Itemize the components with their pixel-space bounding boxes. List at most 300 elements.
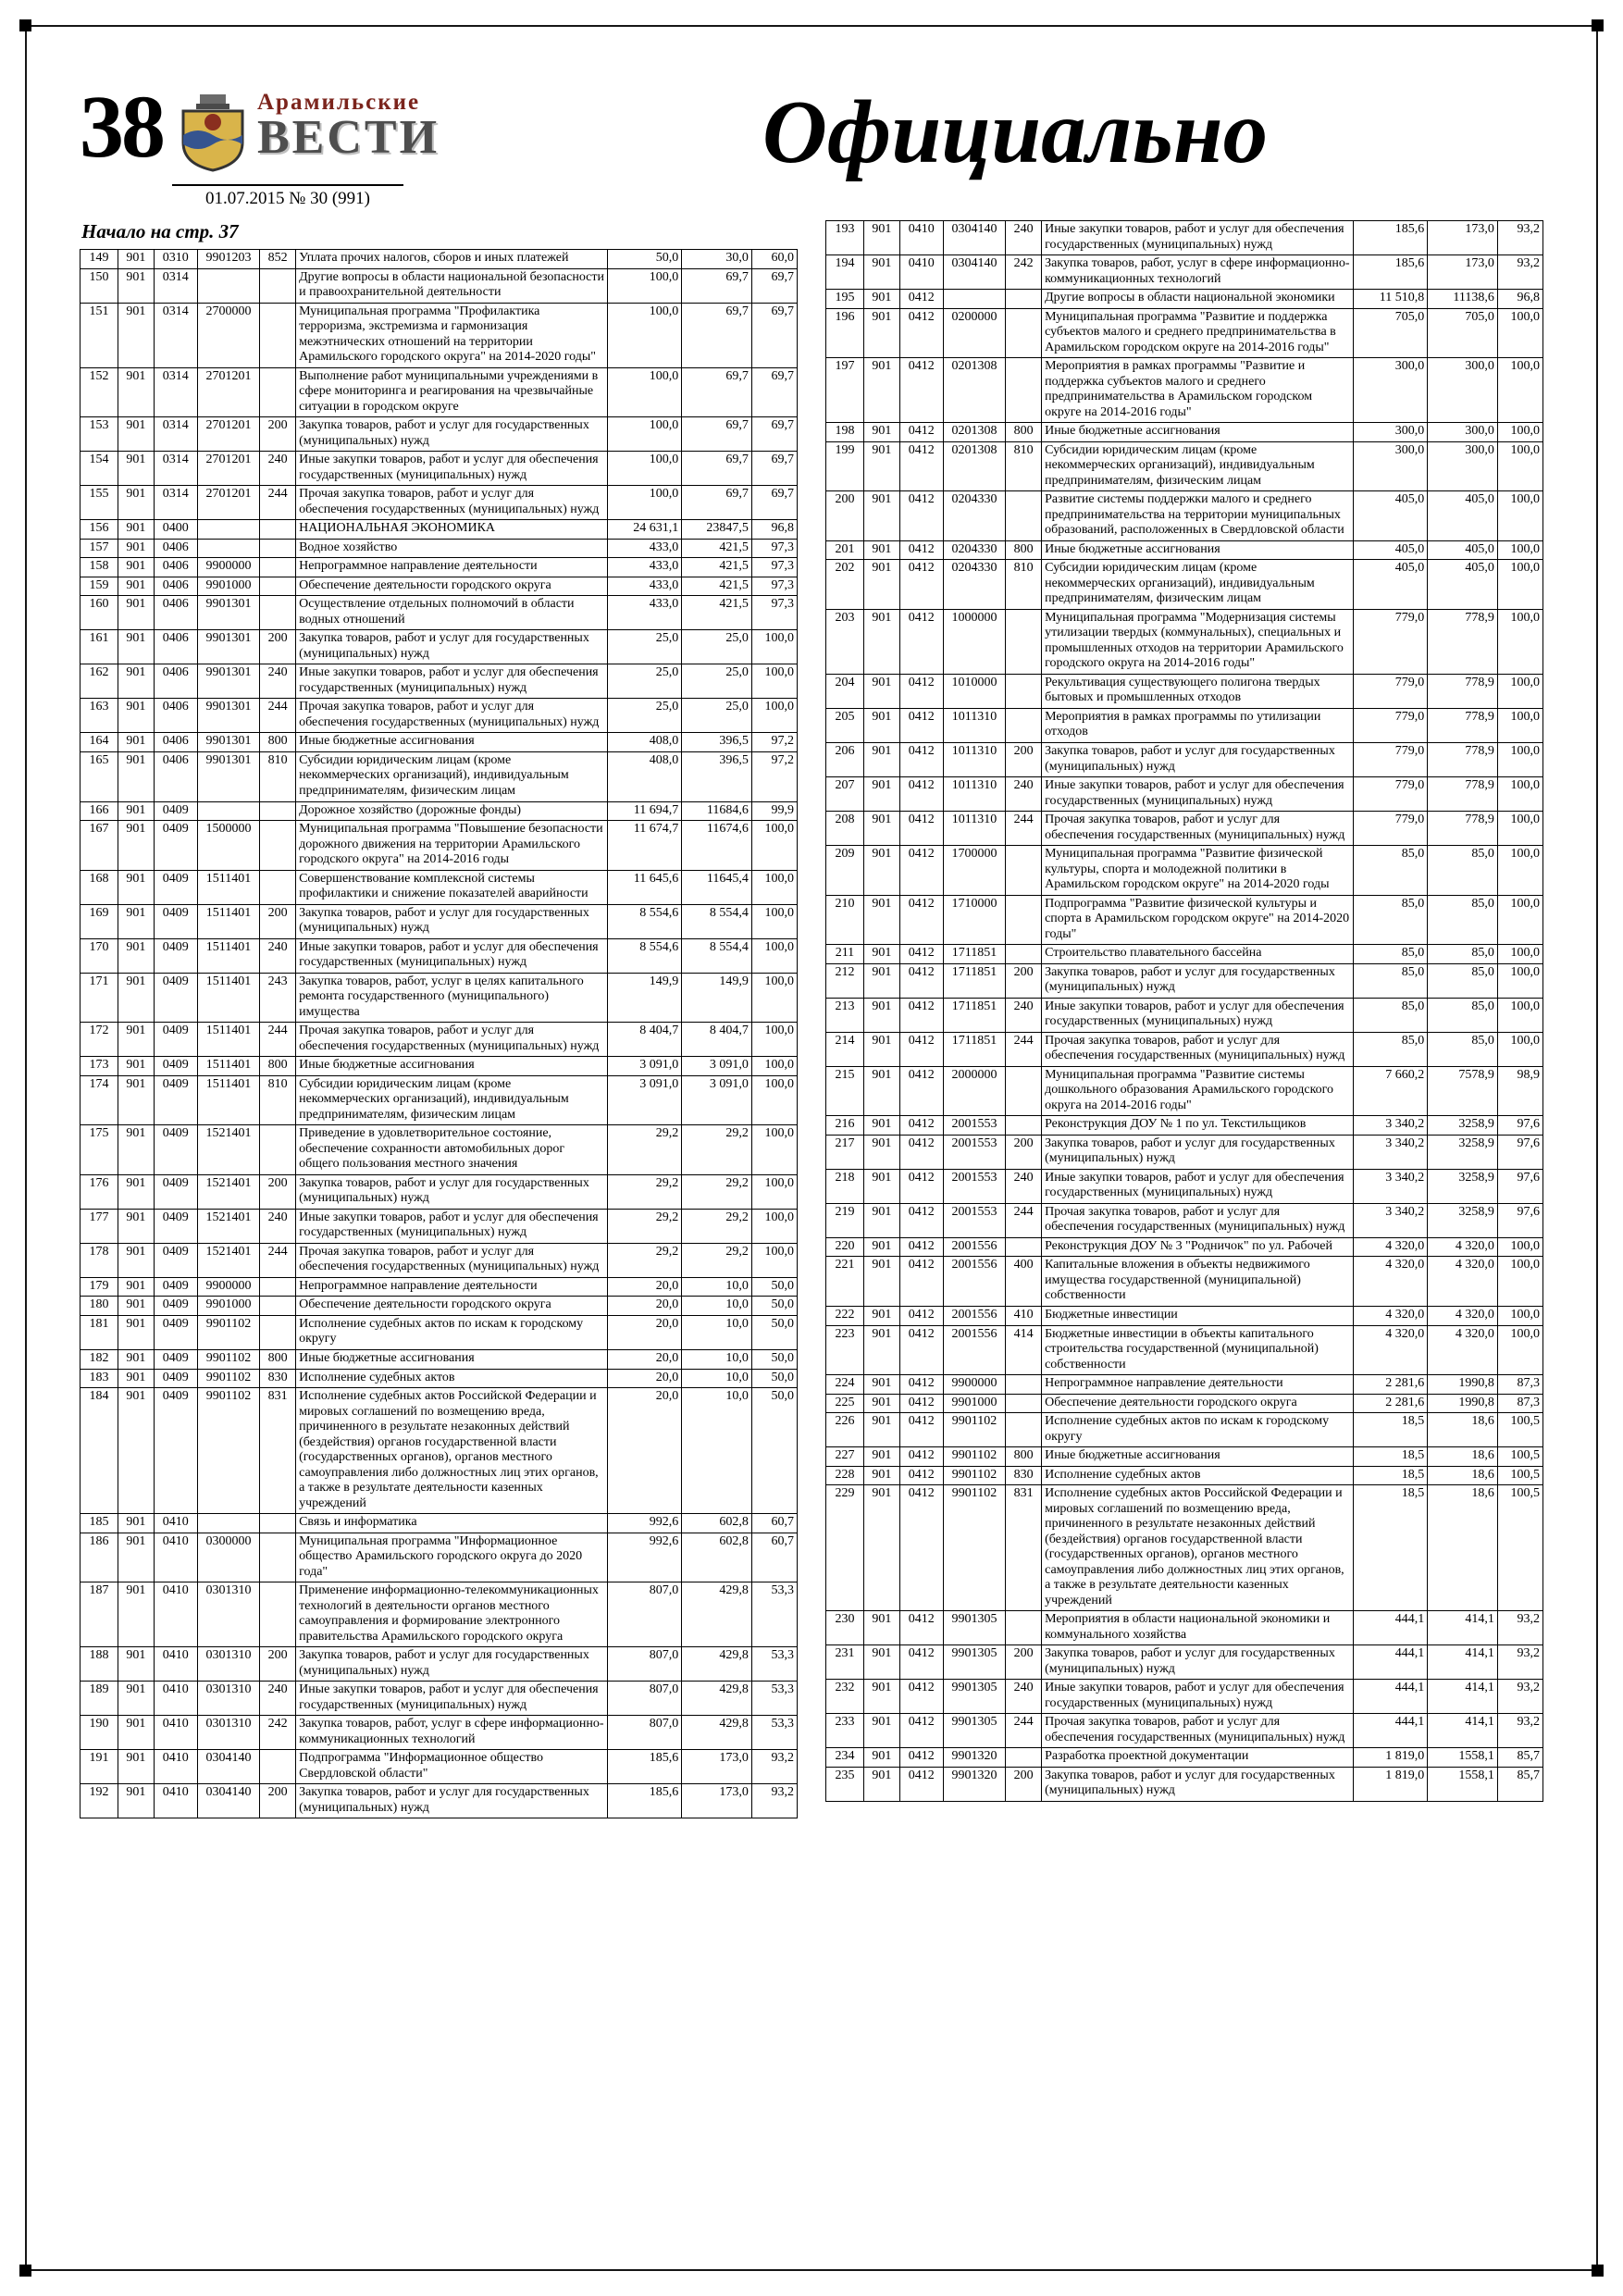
cell-section-code: 0412	[899, 1135, 943, 1169]
cell-row-number: 155	[81, 486, 118, 520]
cell-percent: 100,0	[1497, 358, 1542, 423]
table-row	[826, 742, 1543, 776]
cell-approved-amount: 779,0	[1354, 609, 1428, 674]
table-row	[826, 1032, 1543, 1066]
cell-row-number: 209	[826, 846, 864, 896]
table-row	[826, 895, 1543, 945]
cell-expense-type: 240	[1006, 221, 1042, 255]
cell-grbs-code: 901	[118, 1243, 154, 1277]
cell-expense-type	[260, 870, 296, 904]
cell-executed-amount: 1990,8	[1428, 1375, 1498, 1395]
cell-approved-amount: 18,5	[1354, 1466, 1428, 1485]
cell-section-code: 0412	[899, 1116, 943, 1136]
cell-percent: 100,0	[751, 938, 797, 973]
cell-executed-amount: 429,8	[682, 1582, 752, 1647]
cell-approved-amount: 433,0	[608, 558, 682, 577]
cell-section-code: 0409	[154, 870, 197, 904]
cell-row-number: 184	[81, 1388, 118, 1514]
cell-expense-type: 244	[260, 486, 296, 520]
cell-section-code: 0409	[154, 1057, 197, 1076]
cell-percent: 97,6	[1497, 1203, 1542, 1237]
cell-approved-amount: 11 645,6	[608, 870, 682, 904]
cell-grbs-code: 901	[118, 630, 154, 664]
cell-expense-type	[260, 539, 296, 558]
cell-expense-type: 242	[260, 1716, 296, 1750]
cell-grbs-code: 901	[118, 1350, 154, 1370]
cell-percent: 100,0	[751, 630, 797, 664]
cell-section-code: 0409	[154, 1277, 197, 1297]
cell-expense-type: 830	[1006, 1466, 1042, 1485]
cell-section-code: 0409	[154, 1209, 197, 1243]
cell-expense-type: 240	[260, 452, 296, 486]
cell-row-number: 219	[826, 1203, 864, 1237]
cell-percent: 93,2	[1497, 1611, 1542, 1645]
cell-expense-type: 800	[1006, 423, 1042, 442]
cell-expense-type: 800	[260, 1350, 296, 1370]
cell-approved-amount: 29,2	[608, 1174, 682, 1209]
table-row	[826, 1680, 1543, 1714]
cell-expense-type: 244	[260, 1243, 296, 1277]
cell-description: Закупка товаров, работ, услуг в целях капитального ремонта государственного (муниципального) имущества	[296, 973, 608, 1023]
table-row	[81, 486, 798, 520]
cell-grbs-code: 901	[118, 1315, 154, 1349]
cell-description: Иные закупки товаров, работ и услуг для обеспечения государственных (муниципальных) нужд	[1042, 1680, 1354, 1714]
cell-executed-amount: 29,2	[682, 1243, 752, 1277]
cell-expense-type: 200	[260, 417, 296, 452]
cell-target-article: 0204330	[943, 560, 1005, 610]
cell-description: Муниципальная программа "Профилактика терроризма, экстремизма и гармонизация межэтнических отношений на территории Арамильского городского округа" на 2014-2020 годы"	[296, 303, 608, 367]
table-row	[826, 846, 1543, 896]
cell-section-code: 0409	[154, 1350, 197, 1370]
cell-percent: 100,0	[751, 870, 797, 904]
cell-executed-amount: 85,0	[1428, 846, 1498, 896]
cell-percent: 87,3	[1497, 1394, 1542, 1413]
cell-executed-amount: 778,9	[1428, 742, 1498, 776]
cell-approved-amount: 3 091,0	[608, 1057, 682, 1076]
cell-expense-type	[1006, 895, 1042, 945]
cell-percent: 100,0	[1497, 609, 1542, 674]
cell-section-code: 0412	[899, 1325, 943, 1375]
cell-section-code: 0409	[154, 1388, 197, 1514]
cell-percent: 53,3	[751, 1682, 797, 1716]
cell-grbs-code: 901	[863, 609, 899, 674]
cell-description: Уплата прочих налогов, сборов и иных платежей	[296, 250, 608, 269]
cell-approved-amount: 20,0	[608, 1297, 682, 1316]
cell-grbs-code: 901	[863, 945, 899, 964]
cell-target-article: 1711851	[943, 963, 1005, 998]
cell-grbs-code: 901	[863, 742, 899, 776]
cell-target-article: 9901301	[197, 699, 259, 733]
cell-target-article: 0201308	[943, 358, 1005, 423]
cell-executed-amount: 69,7	[682, 417, 752, 452]
cell-percent: 85,7	[1497, 1767, 1542, 1801]
cell-section-code: 0412	[899, 1032, 943, 1066]
cell-section-code: 0406	[154, 699, 197, 733]
cell-percent: 50,0	[751, 1315, 797, 1349]
cell-approved-amount: 29,2	[608, 1209, 682, 1243]
cell-percent: 50,0	[751, 1350, 797, 1370]
cell-target-article: 0304140	[943, 255, 1005, 290]
cell-grbs-code: 901	[863, 290, 899, 309]
cell-executed-amount: 10,0	[682, 1388, 752, 1514]
cell-section-code: 0410	[154, 1582, 197, 1647]
cell-row-number: 235	[826, 1767, 864, 1801]
cell-section-code: 0409	[154, 821, 197, 871]
cell-grbs-code: 901	[118, 1297, 154, 1316]
cell-executed-amount: 429,8	[682, 1647, 752, 1682]
cell-percent: 60,7	[751, 1533, 797, 1582]
cell-approved-amount: 149,9	[608, 973, 682, 1023]
cell-row-number: 161	[81, 630, 118, 664]
table-row	[826, 1413, 1543, 1447]
cell-expense-type	[1006, 1066, 1042, 1116]
cell-description: Обеспечение деятельности городского округа	[296, 1297, 608, 1316]
cell-executed-amount: 429,8	[682, 1682, 752, 1716]
cell-approved-amount: 8 554,6	[608, 904, 682, 938]
cell-target-article: 9900000	[197, 1277, 259, 1297]
cell-description: Совершенствование комплексной системы профилактики и снижение показателей аварийности	[296, 870, 608, 904]
table-row	[826, 777, 1543, 812]
cell-percent: 93,2	[751, 1750, 797, 1784]
cell-row-number: 177	[81, 1209, 118, 1243]
cell-target-article: 1511401	[197, 1023, 259, 1057]
cell-percent: 100,0	[751, 973, 797, 1023]
cell-percent: 97,3	[751, 596, 797, 630]
cell-approved-amount: 100,0	[608, 268, 682, 303]
cell-expense-type	[260, 558, 296, 577]
cell-description: Иные бюджетные ассигнования	[296, 733, 608, 752]
cell-approved-amount: 3 340,2	[1354, 1135, 1428, 1169]
cell-expense-type: 410	[1006, 1307, 1042, 1326]
cell-approved-amount: 29,2	[608, 1243, 682, 1277]
cell-expense-type: 414	[1006, 1325, 1042, 1375]
cell-percent: 50,0	[751, 1297, 797, 1316]
table-row	[81, 664, 798, 699]
cell-approved-amount: 20,0	[608, 1350, 682, 1370]
cell-row-number: 192	[81, 1784, 118, 1818]
cell-percent: 97,3	[751, 558, 797, 577]
cell-row-number: 171	[81, 973, 118, 1023]
cell-description: Обеспечение деятельности городского округа	[1042, 1394, 1354, 1413]
cell-expense-type	[260, 520, 296, 540]
cell-approved-amount: 25,0	[608, 664, 682, 699]
cell-approved-amount: 100,0	[608, 417, 682, 452]
cell-target-article: 2001553	[943, 1135, 1005, 1169]
table-row	[826, 708, 1543, 742]
cell-grbs-code: 901	[863, 423, 899, 442]
cell-percent: 69,7	[751, 417, 797, 452]
cell-section-code: 0409	[154, 1297, 197, 1316]
cell-grbs-code: 901	[118, 733, 154, 752]
cell-grbs-code: 901	[863, 1135, 899, 1169]
cell-target-article: 2001553	[943, 1169, 1005, 1203]
cell-executed-amount: 11645,4	[682, 870, 752, 904]
cell-row-number: 201	[826, 540, 864, 560]
cell-section-code: 0314	[154, 268, 197, 303]
cell-approved-amount: 992,6	[608, 1533, 682, 1582]
cell-percent: 53,3	[751, 1647, 797, 1682]
cell-section-code: 0410	[154, 1682, 197, 1716]
cell-expense-type: 200	[260, 1784, 296, 1818]
cell-executed-amount: 85,0	[1428, 963, 1498, 998]
cell-target-article: 9901102	[943, 1413, 1005, 1447]
cell-target-article: 2701201	[197, 486, 259, 520]
cell-percent: 69,7	[751, 303, 797, 367]
cell-executed-amount: 414,1	[1428, 1611, 1498, 1645]
cell-expense-type	[1006, 290, 1042, 309]
cell-expense-type: 200	[260, 1647, 296, 1682]
cell-executed-amount: 602,8	[682, 1514, 752, 1533]
cell-target-article: 0204330	[943, 491, 1005, 541]
cell-description: Разработка проектной документации	[1042, 1748, 1354, 1768]
cell-grbs-code: 901	[118, 1125, 154, 1175]
table-row	[826, 1645, 1543, 1680]
cell-row-number: 180	[81, 1297, 118, 1316]
table-row	[826, 1257, 1543, 1307]
cell-percent: 69,7	[751, 452, 797, 486]
cell-expense-type	[1006, 308, 1042, 358]
cell-grbs-code: 901	[118, 904, 154, 938]
cell-expense-type	[260, 268, 296, 303]
cell-approved-amount: 7 660,2	[1354, 1066, 1428, 1116]
cell-row-number: 231	[826, 1645, 864, 1680]
cell-section-code: 0412	[899, 308, 943, 358]
cell-row-number: 170	[81, 938, 118, 973]
cell-grbs-code: 901	[863, 1394, 899, 1413]
cell-section-code: 0412	[899, 1680, 943, 1714]
cell-section-code: 0412	[899, 708, 943, 742]
cell-target-article: 0300000	[197, 1533, 259, 1582]
cell-row-number: 198	[826, 423, 864, 442]
cell-section-code: 0412	[899, 1237, 943, 1257]
table-row	[81, 268, 798, 303]
cell-description: Иные закупки товаров, работ и услуг для обеспечения государственных (муниципальных) нужд	[1042, 777, 1354, 812]
cell-row-number: 204	[826, 674, 864, 708]
cell-grbs-code: 901	[118, 1209, 154, 1243]
table-row	[826, 1307, 1543, 1326]
table-row	[81, 1057, 798, 1076]
cell-section-code: 0310	[154, 250, 197, 269]
cell-expense-type	[260, 1582, 296, 1647]
cell-percent: 60,7	[751, 1514, 797, 1533]
table-row	[81, 904, 798, 938]
cell-percent: 93,2	[1497, 1645, 1542, 1680]
cell-row-number: 214	[826, 1032, 864, 1066]
cell-executed-amount: 4 320,0	[1428, 1325, 1498, 1375]
cell-executed-amount: 405,0	[1428, 491, 1498, 541]
table-row	[826, 945, 1543, 964]
cell-approved-amount: 11 694,7	[608, 801, 682, 821]
cell-approved-amount: 11 510,8	[1354, 290, 1428, 309]
cell-approved-amount: 4 320,0	[1354, 1237, 1428, 1257]
cell-executed-amount: 396,5	[682, 733, 752, 752]
cell-percent: 100,0	[1497, 491, 1542, 541]
cell-row-number: 150	[81, 268, 118, 303]
cell-expense-type: 800	[260, 1057, 296, 1076]
cell-executed-amount: 18,6	[1428, 1466, 1498, 1485]
cell-executed-amount: 421,5	[682, 539, 752, 558]
table-row	[81, 1315, 798, 1349]
cell-target-article: 2700000	[197, 303, 259, 367]
cell-description: Подпрограмма "Развитие физической культуры и спорта в Арамильском городском округе" на 2014-2020 годы"	[1042, 895, 1354, 945]
cell-approved-amount: 992,6	[608, 1514, 682, 1533]
cell-row-number: 176	[81, 1174, 118, 1209]
table-row	[826, 674, 1543, 708]
cell-description: Исполнение судебных актов	[1042, 1466, 1354, 1485]
cell-row-number: 206	[826, 742, 864, 776]
table-row	[81, 821, 798, 871]
cell-row-number: 229	[826, 1485, 864, 1611]
cell-row-number: 160	[81, 596, 118, 630]
cell-target-article: 0304140	[197, 1750, 259, 1784]
cell-grbs-code: 901	[118, 1369, 154, 1388]
cell-percent: 100,0	[751, 664, 797, 699]
cell-approved-amount: 405,0	[1354, 560, 1428, 610]
cell-approved-amount: 433,0	[608, 596, 682, 630]
cell-executed-amount: 3258,9	[1428, 1135, 1498, 1169]
cell-grbs-code: 901	[118, 596, 154, 630]
cell-row-number: 166	[81, 801, 118, 821]
table-row	[826, 1714, 1543, 1748]
cell-expense-type: 200	[1006, 963, 1042, 998]
cell-row-number: 151	[81, 303, 118, 367]
cell-approved-amount: 1 819,0	[1354, 1767, 1428, 1801]
cell-executed-amount: 602,8	[682, 1533, 752, 1582]
cell-expense-type	[260, 1533, 296, 1582]
cell-description: Иные закупки товаров, работ и услуг для обеспечения государственных (муниципальных) нужд	[296, 938, 608, 973]
table-row	[826, 1611, 1543, 1645]
cell-section-code: 0410	[154, 1647, 197, 1682]
cell-grbs-code: 901	[863, 1032, 899, 1066]
cell-target-article: 1011310	[943, 708, 1005, 742]
cell-grbs-code: 901	[118, 1582, 154, 1647]
cell-row-number: 189	[81, 1682, 118, 1716]
cell-row-number: 172	[81, 1023, 118, 1057]
cell-grbs-code: 901	[863, 1169, 899, 1203]
cell-percent: 100,0	[751, 699, 797, 733]
cell-description: НАЦИОНАЛЬНАЯ ЭКОНОМИКА	[296, 520, 608, 540]
cell-description: Реконструкция ДОУ № 3 "Родничок" по ул. Рабочей	[1042, 1237, 1354, 1257]
cell-percent: 100,0	[1497, 708, 1542, 742]
cell-executed-amount: 18,6	[1428, 1447, 1498, 1467]
cell-executed-amount: 85,0	[1428, 998, 1498, 1032]
cell-description: Иные закупки товаров, работ и услуг для обеспечения государственных (муниципальных) нужд	[296, 664, 608, 699]
cell-approved-amount: 300,0	[1354, 441, 1428, 491]
cell-executed-amount: 11138,6	[1428, 290, 1498, 309]
cell-approved-amount: 85,0	[1354, 998, 1428, 1032]
cell-row-number: 169	[81, 904, 118, 938]
cell-executed-amount: 3258,9	[1428, 1203, 1498, 1237]
cell-approved-amount: 3 340,2	[1354, 1169, 1428, 1203]
cell-description: Закупка товаров, работ и услуг для государственных (муниципальных) нужд	[1042, 1767, 1354, 1801]
cell-grbs-code: 901	[118, 821, 154, 871]
table-row	[826, 423, 1543, 442]
cell-percent: 87,3	[1497, 1375, 1542, 1395]
cell-executed-amount: 85,0	[1428, 945, 1498, 964]
cell-percent: 93,2	[1497, 1714, 1542, 1748]
cell-approved-amount: 405,0	[1354, 491, 1428, 541]
cell-percent: 100,5	[1497, 1413, 1542, 1447]
table-row	[826, 1066, 1543, 1116]
cell-grbs-code: 901	[118, 558, 154, 577]
cell-expense-type: 240	[260, 664, 296, 699]
cell-row-number: 154	[81, 452, 118, 486]
cell-approved-amount: 444,1	[1354, 1611, 1428, 1645]
cell-expense-type	[260, 1125, 296, 1175]
cell-description: Мероприятия в области национальной экономики и коммунального хозяйства	[1042, 1611, 1354, 1645]
cell-grbs-code: 901	[863, 1447, 899, 1467]
cell-section-code: 0314	[154, 486, 197, 520]
cell-description: Прочая закупка товаров, работ и услуг для обеспечения государственных (муниципальных) нужд	[1042, 1203, 1354, 1237]
cell-section-code: 0409	[154, 1174, 197, 1209]
cell-section-code: 0412	[899, 441, 943, 491]
cell-target-article: 9901203	[197, 250, 259, 269]
cell-expense-type	[1006, 945, 1042, 964]
newspaper-name: ВЕСТИ	[257, 111, 440, 165]
cell-percent: 93,2	[1497, 255, 1542, 290]
cell-target-article: 1011310	[943, 812, 1005, 846]
cell-target-article: 1700000	[943, 846, 1005, 896]
cell-target-article: 1711851	[943, 1032, 1005, 1066]
cell-target-article	[197, 520, 259, 540]
cell-executed-amount: 3258,9	[1428, 1116, 1498, 1136]
cell-grbs-code: 901	[118, 1388, 154, 1514]
table-row	[826, 358, 1543, 423]
cell-approved-amount: 433,0	[608, 577, 682, 596]
table-row	[81, 1350, 798, 1370]
cell-section-code: 0412	[899, 674, 943, 708]
cell-description: Иные закупки товаров, работ и услуг для обеспечения государственных (муниципальных) нужд	[296, 452, 608, 486]
cell-percent: 100,0	[1497, 963, 1542, 998]
cell-description: Исполнение судебных актов Российской Федерации и мировых соглашений по возмещению вреда, причиненного в результате незаконных действий (бездействия) органов государственной власти (государственных органов), органов местного самоуправления либо должностных лиц этих органов, а также в результате деятельности казенных учреждений	[296, 1388, 608, 1514]
cell-target-article: 9901301	[197, 664, 259, 699]
cell-section-code: 0406	[154, 733, 197, 752]
cell-grbs-code: 901	[118, 1514, 154, 1533]
cell-executed-amount: 10,0	[682, 1277, 752, 1297]
cell-row-number: 168	[81, 870, 118, 904]
cell-expense-type	[1006, 1748, 1042, 1768]
cell-target-article: 0304140	[197, 1784, 259, 1818]
cell-target-article: 1521401	[197, 1125, 259, 1175]
cell-grbs-code: 901	[863, 441, 899, 491]
cell-percent: 100,0	[1497, 441, 1542, 491]
cell-grbs-code: 901	[118, 973, 154, 1023]
cell-description: Строительство плавательного бассейна	[1042, 945, 1354, 964]
cell-target-article: 1500000	[197, 821, 259, 871]
cell-executed-amount: 3 091,0	[682, 1057, 752, 1076]
cell-row-number: 222	[826, 1307, 864, 1326]
cell-section-code: 0412	[899, 1767, 943, 1801]
cell-row-number: 162	[81, 664, 118, 699]
table-row	[81, 1784, 798, 1818]
cell-grbs-code: 901	[863, 1325, 899, 1375]
cell-description: Водное хозяйство	[296, 539, 608, 558]
cell-section-code: 0406	[154, 577, 197, 596]
cell-row-number: 205	[826, 708, 864, 742]
cell-executed-amount: 705,0	[1428, 308, 1498, 358]
cell-target-article	[197, 268, 259, 303]
cell-executed-amount: 23847,5	[682, 520, 752, 540]
cell-grbs-code: 901	[118, 699, 154, 733]
cell-target-article: 1711851	[943, 998, 1005, 1032]
table-row	[826, 963, 1543, 998]
cell-expense-type: 240	[1006, 777, 1042, 812]
cell-row-number: 174	[81, 1075, 118, 1125]
cell-row-number: 194	[826, 255, 864, 290]
cell-section-code: 0314	[154, 417, 197, 452]
table-row	[826, 540, 1543, 560]
cell-executed-amount: 85,0	[1428, 895, 1498, 945]
